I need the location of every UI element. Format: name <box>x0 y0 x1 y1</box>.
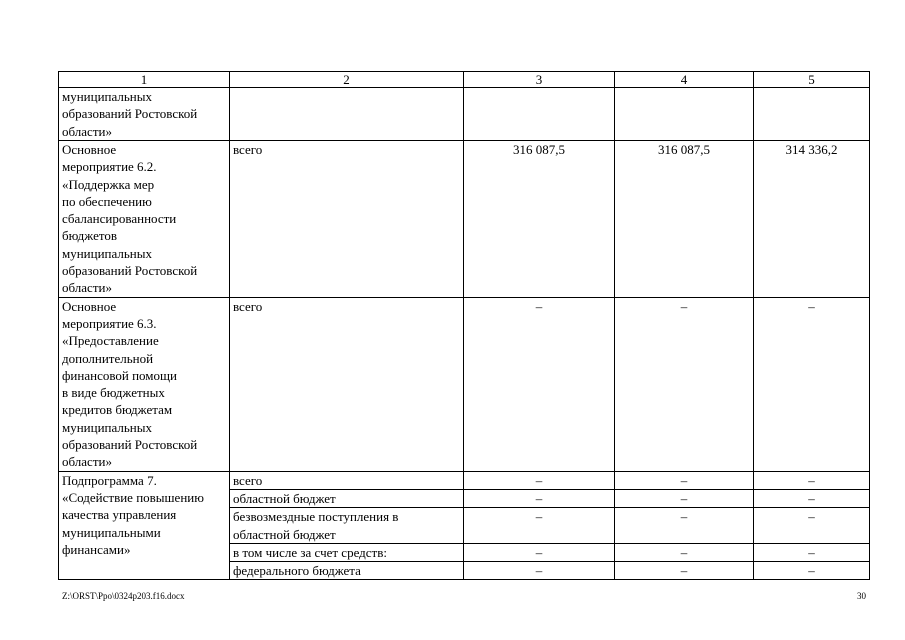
sub7-source-including: в том числе за счет средств: <box>230 543 464 561</box>
measure-6-3-value-3: – <box>464 297 615 471</box>
sub7-source-total: всего <box>230 471 464 489</box>
measure-6-2-value-3: 316 087,5 <box>464 141 615 298</box>
continuation-col-3 <box>464 88 615 141</box>
sub7-federal-value-3: – <box>464 562 615 580</box>
sub7-total-value-5: – <box>754 471 870 489</box>
continuation-col-5 <box>754 88 870 141</box>
measure-6-2-title: Основное мероприятие 6.2. «Поддержка мер по обеспечению сбалансированности бюджетов муниципальных образований Ростовской области» <box>59 141 230 298</box>
sub7-federal-value-5: – <box>754 562 870 580</box>
sub7-including-value-5: – <box>754 543 870 561</box>
table-row-6-2 <box>59 141 870 298</box>
header-col-2: 2 <box>230 72 464 88</box>
continuation-col-2 <box>230 88 464 141</box>
sub7-total-value-4: – <box>615 471 754 489</box>
sub7-federal-value-4: – <box>615 562 754 580</box>
measure-6-3-value-4: – <box>615 297 754 471</box>
measure-6-3-title: Основное мероприятие 6.3. «Предоставление дополнительной финансовой помощи в виде бюджетных кредитов бюджетам муниципальных образований Ростовской области» <box>59 297 230 471</box>
sub7-grants-value-3: – <box>464 508 615 544</box>
sub7-including-value-3: – <box>464 543 615 561</box>
sub7-grants-value-5: – <box>754 508 870 544</box>
header-col-3: 3 <box>464 72 615 88</box>
continuation-col-4 <box>615 88 754 141</box>
sub7-including-value-4: – <box>615 543 754 561</box>
footer-file-path: Z:\ORST\Ppo\0324p203.f16.docx <box>62 591 185 601</box>
header-row <box>59 72 870 88</box>
continuation-title: муниципальных образований Ростовской области» <box>59 88 230 141</box>
measure-6-2-value-5: 314 336,2 <box>754 141 870 298</box>
sub7-regional-value-5: – <box>754 489 870 507</box>
table-row-sub7-total <box>59 471 870 489</box>
sub7-source-regional: областной бюджет <box>230 489 464 507</box>
page-number: 30 <box>857 591 866 601</box>
header-col-1: 1 <box>59 72 230 88</box>
measure-6-3-source: всего <box>230 297 464 471</box>
table-row-continuation <box>59 88 870 141</box>
sub7-regional-value-3: – <box>464 489 615 507</box>
budget-table <box>58 71 870 580</box>
sub7-grants-value-4: – <box>615 508 754 544</box>
sub7-source-grants: безвозмездные поступления в областной бюджет <box>230 508 464 544</box>
measure-6-3-value-5: – <box>754 297 870 471</box>
subprogram-7-title: Подпрограмма 7. «Содействие повышению качества управления муниципальными финансами» <box>59 471 230 580</box>
sub7-source-federal: федерального бюджета <box>230 562 464 580</box>
sub7-total-value-3: – <box>464 471 615 489</box>
header-col-5: 5 <box>754 72 870 88</box>
sub7-regional-value-4: – <box>615 489 754 507</box>
table-row-6-3 <box>59 297 870 471</box>
header-col-4: 4 <box>615 72 754 88</box>
measure-6-2-source: всего <box>230 141 464 298</box>
measure-6-2-value-4: 316 087,5 <box>615 141 754 298</box>
